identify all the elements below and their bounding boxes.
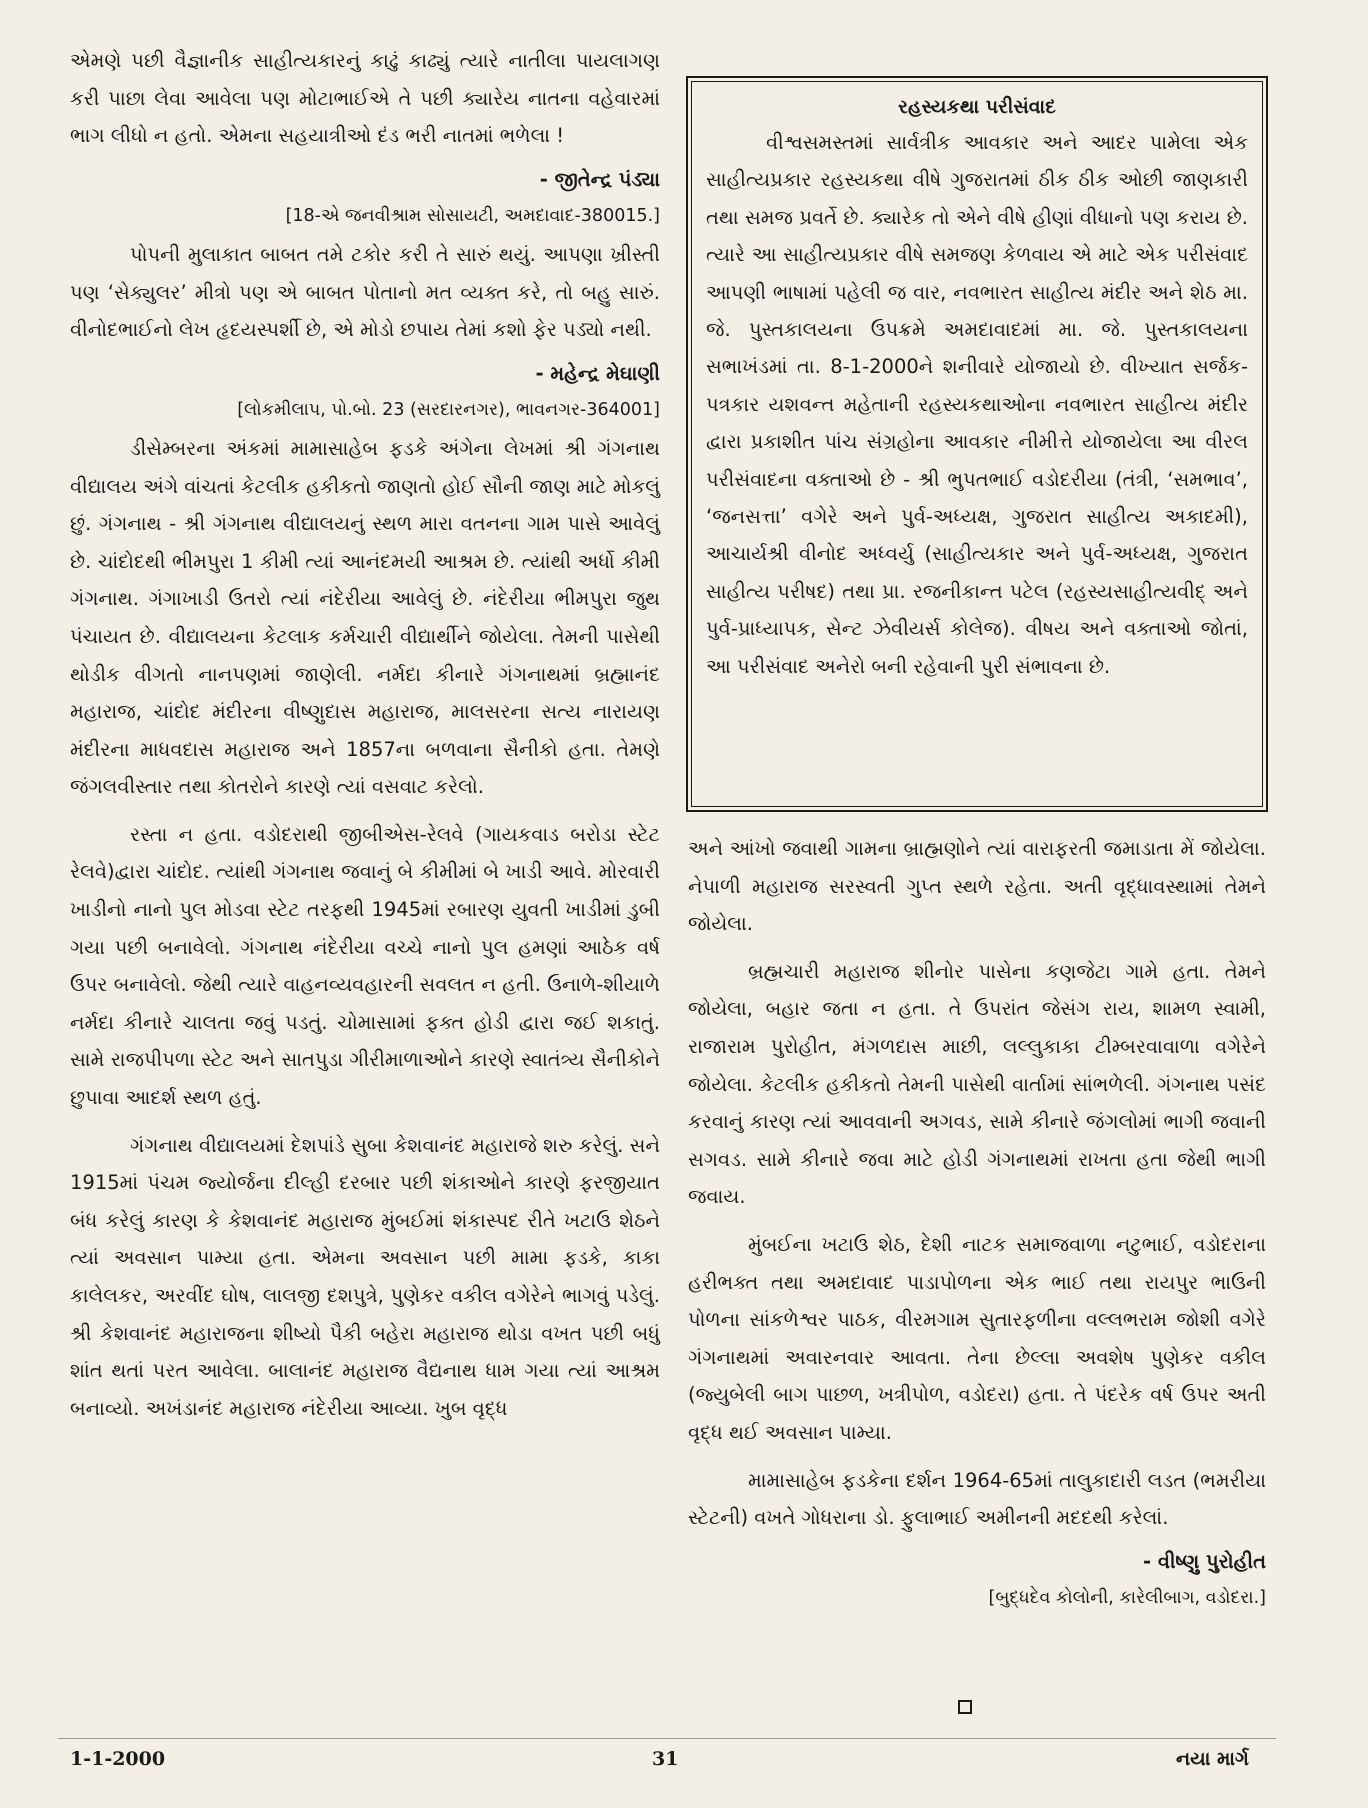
letter-2-address: [લોકમીલાપ, પો.બો. 23 (સરદારનગર), ભાવનગર-364001] [237,400,660,421]
letter-2-paragraph: પોપની મુલાકાત બાબત તમે ટકોર કરી તે સારું થયું. આપણા ખ્રીસ્તી પણ ‘સેક્યુલર’ મીત્રો પણ એ બાબત પોતાનો મત વ્યક્ત કરે, તો બહુ સારું. વીનોદભાઈનો લેખ હૃદયસ્પર્શી છે, એ મોડો છપાય તેમાં કશો ફેર પડ્યો નથી. [70,242,660,342]
letter-3-paragraph-2: રસ્તા ન હતા. વડોદરાથી જીબીએસ-રેલવે (ગાયકવાડ બરોડા સ્ટેટ રેલવે)દ્વારા ચાંદોદ. ત્યાંથી ગંગનાથ જવાનું બે કીમીમાં બે ખાડી આવે. મોરવારી ખાડીનો નાનો પુલ મોડવા સ્ટેટ તરફથી 1945માં રબારણ યુવતી ખાડીમાં ડુબી ગયા પછી બનાવેલો. ગંગનાથ નંદેરીયા વચ્ચે નાનો પુલ હમણાં આઠેક વર્ષ ઉપર બનાવેલો. જેથી ત્યારે વાહનવ્યવહારની સવલત ન હતી. ઉનાળે-શીયાળે નર્મદા કીનારે ચાલતા જવું પડતું. ચોમાસામાં ફક્ત હોડી દ્વારા જઈ શકાતું. સામે રાજપીપળા સ્ટેટ અને સાતપુડા ગીરીમાળાઓને કારણે સ્વાતંત્ર્ય સૈનીકોને છુપાવા આદર્શ સ્થળ હતું. [70,822,660,1110]
end-of-article-square-icon [958,1700,972,1714]
left-column [70,42,660,1427]
footer-rule [58,1738,1276,1739]
letter-1-signature: - જીતેન્દ્ર પંડ્યા [539,167,660,191]
footer-date: 1-1-2000 [70,1748,166,1770]
letter-3-paragraph-4: અને આંખો જવાથી ગામના બ્રાહ્મણોને ત્યાં વારાફરતી જમાડાતા મેં જોયેલા. નેપાળી મહારાજ સરસ્વતી ગુપ્ત સ્થળે રહેતા. અતી વૃદ્ધાવસ્થામાં તેમને જોયેલા. [688,837,1266,936]
letter-1-paragraph: એમણે પછી વૈજ્ઞાનીક સાહીત્યકારનું કાઢું કાઢ્યું ત્યારે નાતીલા પાયલાગણ કરી પાછા લેવા આવેલા પણ મોટાભાઈએ તે પછી ક્યારેય નાતના વહેવારમાં ભાગ લીધો ન હતો. એમના સહયાત્રીઓ દંડ ભરી નાતમાં ભળેલા ! [70,49,660,148]
letter-3-paragraph-5: બ્રહ્મચારી મહારાજ શીનોર પાસેના કણજેટા ગામે હતા. તેમને જોયેલા, બહાર જતા ન હતા. તે ઉપરાંત જેસંગ રાય, શામળ સ્વામી, રાજારામ પુરોહીત, મંગળદાસ માછી, લલ્લુકાકા ટીમ્બરવાવાળા વગેરેને જોયેલા. કેટલીક હકીકતો તેમની પાસેથી વાર્તામાં સાંભળેલી. ગંગનાથ પસંદ કરવાનું કારણ ત્યાં આવવાની અગવડ, સામે કીનારે જંગલોમાં ભાગી જવાની સગવડ. સામે કીનારે જવા માટે હોડી ગંગનાથમાં રાખતા હતા જેથી ભાગી જવાય. [688,959,1266,1209]
seminar-notice-inner [691,81,1263,807]
seminar-notice-box [686,76,1268,812]
letter-3-paragraph-3: ગંગનાથ વીદ્યાલયમાં દેશપાંડે સુબા કેશવાનંદ મહારાજે શરુ કરેલું. સને 1915માં પંચમ જ્યોર્જના દીલ્હી દરબાર પછી શંકાઓને કારણે ફરજીયાત બંધ કરેલું કારણ કે કેશવાનંદ મહારાજ મુંબઈમાં શંકાસ્પદ રીતે ખટાઉ શેઠને ત્યાં અવસાન પામ્યા હતા. એમના અવસાન પછી મામા ફડકે, કાકા કાલેલકર, અરવીંદ ઘોષ, લાલજી દશપુત્રે, પુણેકર વકીલ વગેરેને ભાગવું પડેલું. શ્રી કેશવાનંદ મહારાજના શીષ્યો પૈકી બહેરા મહારાજ થોડા વખત પછી બધું શાંત થતાં પરત આવેલા. બાલાનંદ મહારાજ વૈદ્યનાથ ધામ ગયા ત્યાં આશ્રમ બનાવ્યો. અખંડાનંદ મહારાજ નંદેરીયા આવ્યા. ખુબ વૃદ્ધ [70,1133,660,1420]
seminar-notice-title: રહસ્યકથા પરીસંવાદ [898,96,1056,118]
seminar-notice-body: વીશ્વસમસ્તમાં સાર્વત્રીક આવકાર અને આદર પામેલા એક સાહીત્યપ્રકાર રહસ્યકથા વીષે ગુજરાતમાં ઠીક ઠીક ઓછી જાણકારી તથા સમજ પ્રવર્તે છે. ક્યારેક તો એને વીષે હીણાં વીધાનો પણ કરાય છે. ત્યારે આ સાહીત્યપ્રકાર વીષે સમજણ કેળવાય એ માટે એક પરીસંવાદ આપણી ભાષામાં પહેલી જ વાર, નવભારત સાહીત્ય મંદીર અને શેઠ મા. જે. પુસ્તકાલયના ઉપક્રમે અમદાવાદમાં મા. જે. પુસ્તકાલયના સભાખંડમાં તા. 8-1-2000ને શનીવારે યોજાયો છે. વીખ્યાત સર્જક-પત્રકાર યશવન્ત મહેતાની રહસ્યકથાઓના નવભારત સાહીત્ય મંદીર દ્વારા પ્રકાશીત પાંચ સંગ્રહોના આવકાર નીમીત્તે યોજાયેલા આ વીરલ પરીસંવાદના વક્તાઓ છે - શ્રી ભુપતભાઈ વડોદરીયા (તંત્રી, ‘સમભાવ’, ‘જનસત્તા’ વગેરે અને પુર્વ-અધ્યક્ષ, ગુજરાત સાહીત્ય અકાદમી), આચાર્યશ્રી વીનોદ અધ્વર્યુ (સાહીત્યકાર અને પુર્વ-અધ્યક્ષ, ગુજરાત સાહીત્ય પરીષદ) તથા પ્રા. રજનીકાન્ત પટેલ (રહસ્યસાહીત્યવીદ્ અને પુર્વ-પ્રાધ્યાપક, સેન્ટ ઝેવીયર્સ કોલેજ). વીષય અને વક્તાઓ જોતાં, આ પરીસંવાદ અનેરો બની રહેવાની પુરી સંભાવના છે. [706,131,1248,678]
letter-3-paragraph-1: ડીસેમ્બરના અંકમાં મામાસાહેબ ફડકે અંગેના લેખમાં શ્રી ગંગનાથ વીદ્યાલય અંગે વાંચતાં કેટલીક હકીકતો જાણતો હોઈ સૌની જાણ માટે મોકલું છું. ગંગનાથ - શ્રી ગંગનાથ વીદ્યાલયનું સ્થળ મારા વતનના ગામ પાસે આવેલું છે. ચાંદોદથી ભીમપુરા 1 કીમી ત્યાં આનંદમયી આશ્રમ છે. ત્યાંથી અર્ધો કીમી ગંગનાથ. ગંગાખાડી ઉતરો ત્યાં નંદેરીયા આવેલું છે. નંદેરીયા ભીમપુરા જુથ પંચાયત છે. વીદ્યાલયના કેટલાક કર્મચારી વીદ્યાર્થીને જોયેલા. તેમની પાસેથી થોડીક વીગતો નાનપણમાં જાણેલી. નર્મદા કીનારે ગંગનાથમાં બ્રહ્માનંદ મહારાજ, ચાંદોદ મંદીરના વીષ્ણુદાસ મહારાજ, માલસરના સત્ય નારાયણ મંદીરના માધવદાસ મહારાજ અને 1857ના બળવાના સૈનીકો હતા. તેમણે જંગલવીસ્તાર તથા કોતરોને કારણે ત્યાં વસવાટ કરેલો. [70,436,660,799]
footer-magazine-name: નયા માર્ગ [1176,1748,1249,1770]
letter-3-address: [બુદ્ધદેવ કોલોની, કારેલીબાગ, વડોદરા.] [988,1588,1266,1609]
letter-3-signature: - વીષ્ણુ પુરોહીત [1142,1549,1266,1573]
footer-page-number: 31 [652,1748,679,1770]
right-column [688,830,1266,1618]
letter-2-signature: - મહેન્દ્ર મેઘાણી [535,361,660,385]
letter-3-paragraph-6: મુંબઈના ખટાઉ શેઠ, દેશી નાટક સમાજવાળા નટુભાઈ, વડોદરાના હરીભક્ત તથા અમદાવાદ પાડાપોળના એક ભાઈ તથા રાયપુર ભાઉની પોળના સાંકળેશ્વર પાઠક, વીરમગામ સુતારફળીના વલ્લભરામ જોશી વગેરે ગંગનાથમાં અવારનવાર આવતા. તેના છેલ્લા અવશેષ પુણેકર વકીલ (જ્યુબેલી બાગ પાછળ, ખત્રીપોળ, વડોદરા) હતા. તે પંદરેક વર્ષ ઉપર અતી વૃદ્ધ થઈ અવસાન પામ્યા. [688,1232,1266,1444]
letter-1-address: [18-એ જનવીશ્રામ સોસાયટી, અમદાવાદ-380015.] [285,206,660,227]
letter-3-paragraph-7: મામાસાહેબ ફડકેના દર્શન 1964-65માં તાલુકાદારી લડત (ભમરીયા સ્ટેટની) વખતે ગોધરાના ડો. ફુલાભાઈ અમીનની મદદથી કરેલાં. [688,1468,1266,1530]
